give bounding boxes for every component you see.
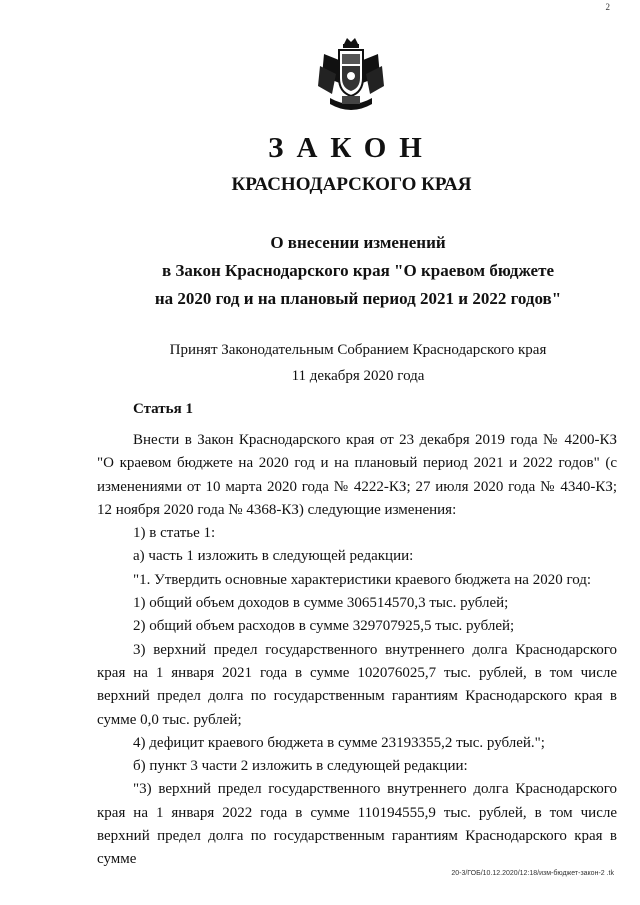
article-paragraph: 4) дефицит краевого бюджета в сумме 23193355,2 тыс. рублей."; [133,734,545,751]
article-paragraph: 1) общий объем доходов в сумме 306514570,3 тыс. рублей; [133,595,509,612]
coat-of-arms-emblem [318,36,384,120]
subject-line-3: на 2020 год и на плановый период 2021 и 2022 годов" [154,289,562,308]
article-paragraph: "3) верхний предел государственного внутреннего долга Краснодарского края на 1 января 2022 года в сумме 110194555,9 тыс. рублей, в том числе верхний предел долга по государственным гарантиям Краснодарского края в сумме [97,781,617,868]
article-paragraph: 1) в статье 1: [133,525,216,542]
region-title: КРАСНОДАРСКОГО КРАЯ [231,174,472,195]
article-body [97,429,617,872]
law-title: ЗАКОН [268,132,435,164]
adoption-line: Принят Законодательным Собранием Краснодарского края [169,342,547,358]
adoption-note [0,337,640,389]
page-corner-mark: 2 [605,2,610,12]
article-paragraph: "1. Утвердить основные характеристики краевого бюджета на 2020 год: [133,571,592,588]
adoption-date: 11 декабря 2020 года [291,368,425,384]
law-subject [0,229,640,313]
article-paragraph: б) пункт 3 части 2 изложить в следующей редакции: [133,758,468,775]
document-footer-code: 20-3/ГОБ/10.12.2020/12:18/изм-бюджет-закон-2 .tk [451,870,614,877]
article-paragraph: Внести в Закон Краснодарского края от 23 декабря 2019 года № 4200-КЗ "О краевом бюджете на 2020 год и на плановый период 2021 и 2022 годов" (с изменениями от 10 марта 2020 года № 4222-КЗ; 27 июля 2020 года № 4340-КЗ; 12 ноября 2020 года № 4368-КЗ) следующие изменения: [97,432,617,518]
article-paragraph: 2) общий объем расходов в сумме 329707925,5 тыс. рублей; [133,618,515,635]
article-paragraph: а) часть 1 изложить в следующей редакции: [133,548,414,565]
subject-line-1: О внесении изменений [270,233,446,252]
article-paragraph: 3) верхний предел государственного внутреннего долга Краснодарского края на 1 января 2021 года в сумме 102076025,7 тыс. рублей, в том числе верхний предел долга по государственным гарантиям Краснодарского края в сумме 0,0 тыс. рублей; [97,641,617,728]
subject-line-2: в Закон Краснодарского края "О краевом бюджете [161,261,554,280]
article-heading: Статья 1 [133,401,193,417]
